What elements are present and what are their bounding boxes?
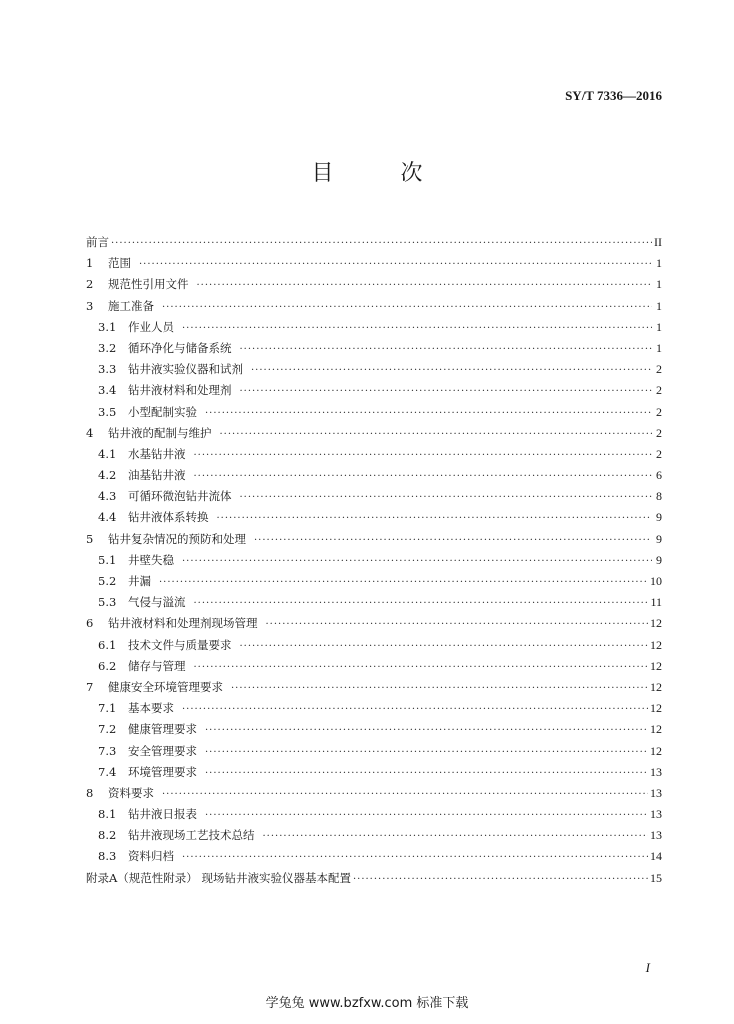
dot-leader [205,805,648,826]
toc-entry[interactable] [86,635,662,656]
toc-entry-label: 前言 [86,235,109,249]
dot-leader [182,551,652,572]
dot-leader [266,614,649,635]
toc-entry-label: 钻井液的配制与维护 [108,425,212,440]
toc-entry-label: 循环净化与储备系统 [128,340,232,355]
toc-entry[interactable] [86,486,662,507]
dot-leader [205,742,648,763]
toc-entry-page: 13 [650,807,662,822]
toc-entry-page: 9 [656,510,662,525]
toc-entry-page: 12 [650,722,662,737]
toc-entry[interactable] [86,592,662,613]
toc-entry-page: 1 [656,298,662,313]
dot-leader [220,424,653,445]
toc-entry-label: 资料归档 [128,849,174,864]
toc-entry-number: 1 [86,256,94,271]
toc-entry[interactable] [86,359,662,380]
toc-entry-label: 范围 [108,256,131,271]
toc-entry-number: 8.1 [98,807,117,822]
toc-entry-label: 安全管理要求 [128,743,197,758]
dot-leader [217,508,653,529]
toc-entry[interactable] [86,529,662,550]
dot-leader [182,847,648,868]
toc-entry-label: 钻井液材料和处理剂现场管理 [108,616,258,631]
toc-entry[interactable] [86,296,662,317]
toc-entry-label: 钻井液实验仪器和试剂 [128,362,243,377]
toc-entry-page: 13 [650,764,662,779]
toc-entry-page: 12 [650,743,662,758]
toc-entry-page: 1 [656,256,662,271]
toc-entry-number: 4.2 [98,468,117,483]
toc-entry[interactable] [86,656,662,677]
toc-entry-number: 7.1 [98,701,117,716]
toc-entry[interactable] [86,232,662,253]
toc-entry[interactable] [86,762,662,783]
toc-entry-number: 7.2 [98,722,117,737]
toc-entry-label: 钻井液现场工艺技术总结 [128,828,255,843]
toc-entry-page: 14 [650,849,662,864]
toc-entry-page: 15 [650,870,662,885]
toc-entry[interactable] [86,253,662,274]
toc-entry-page: 12 [650,701,662,716]
dot-leader [231,678,648,699]
toc-entry-label: 规范性引用文件 [108,277,189,292]
dot-leader [251,360,652,381]
toc-entry-label: 资料要求 [108,785,154,800]
footer-watermark: 学兔兔 www.bzfxw.com 标准下载 [265,996,469,1011]
dot-leader [240,339,653,360]
toc-entry[interactable] [86,677,662,698]
page-number: I [645,960,650,975]
dot-leader [194,657,649,678]
toc-entry-page: 9 [656,531,662,546]
toc-entry-page: 9 [656,552,662,567]
toc-entry[interactable] [86,613,662,634]
page-title: 目 次 [311,161,453,186]
toc-entry-label: 附录A（规范性附录） 现场钻井液实验仪器基本配置 [86,870,351,885]
dot-leader [263,826,649,847]
toc-entry-number: 6.1 [98,637,117,652]
toc-entry-label: 健康安全环境管理要求 [108,679,223,694]
dot-leader [182,699,648,720]
toc-entry[interactable] [86,825,662,846]
toc-entry-page: 12 [650,616,662,631]
toc-entry-number: 3.1 [98,319,117,334]
toc-entry-page: 12 [650,679,662,694]
toc-entry-number: 3.5 [98,404,117,419]
toc-entry-label: 技术文件与质量要求 [128,637,232,652]
toc-entry-label: 可循环微泡钻井流体 [128,489,232,504]
toc-entry-page: 2 [656,425,662,440]
toc-entry-page: 2 [656,446,662,461]
dot-leader [182,318,652,339]
dot-leader [111,233,652,254]
dot-leader [240,487,653,508]
toc-entry-page: 12 [650,637,662,652]
toc-entry[interactable] [86,274,662,295]
dot-leader [194,445,653,466]
toc-entry-page: 1 [656,340,662,355]
toc-entry[interactable] [86,507,662,528]
toc-entry-label: 基本要求 [128,701,174,716]
toc-entry-page: 1 [656,319,662,334]
toc-entry[interactable] [86,380,662,401]
toc-entry-page: 2 [656,404,662,419]
toc-entry-number: 5 [86,531,94,546]
toc-entry[interactable] [86,741,662,762]
toc-entry-label: 井壁失稳 [128,552,174,567]
toc-entry[interactable] [86,423,662,444]
toc-entry-label: 油基钻井液 [128,468,186,483]
toc-entry-number: 7 [86,679,94,694]
toc-entry-label: 健康管理要求 [128,722,197,737]
toc-entry-page: 10 [650,574,662,588]
toc-entry-label: 钻井液材料和处理剂 [128,383,232,398]
toc-entry-number: 8 [86,785,94,800]
toc-entry-number: 7.4 [98,764,117,779]
toc-entry-page: 11 [650,595,662,610]
toc-entry-label: 水基钻井液 [128,446,186,461]
toc-entry-number: 7.3 [98,743,117,758]
toc-entry-number: 3.3 [98,362,117,377]
toc-entry-label: 施工准备 [108,298,154,313]
standard-code: SY/T 7336—2016 [565,88,662,103]
dot-leader [159,572,648,593]
toc-entry-page: 8 [656,489,662,504]
toc-entry-number: 8.3 [98,849,117,864]
dot-leader [205,403,652,424]
dot-leader [194,466,653,487]
dot-leader [240,636,649,657]
toc-entry[interactable] [86,402,662,423]
toc-entry-page: 13 [650,785,662,800]
table-of-contents [86,232,662,889]
toc-entry-number: 6 [86,616,94,631]
toc-entry-label: 井漏 [128,574,151,588]
toc-entry-number: 2 [86,277,94,292]
toc-entry[interactable] [86,719,662,740]
dot-leader [254,530,652,551]
toc-entry-label: 作业人员 [128,319,174,334]
toc-entry[interactable] [86,465,662,486]
dot-leader [205,720,648,741]
toc-entry[interactable] [86,868,662,889]
toc-entry[interactable] [86,783,662,804]
toc-entry-page: 12 [650,658,662,673]
dot-leader [197,275,653,296]
toc-entry[interactable] [86,804,662,825]
dot-leader [194,593,649,614]
toc-entry-label: 钻井液体系转换 [128,510,209,525]
toc-entry-page: 6 [656,468,662,483]
dot-leader [162,297,652,318]
toc-entry-number: 8.2 [98,828,117,843]
toc-entry-page: 13 [650,828,662,843]
toc-entry-page: II [654,235,662,249]
toc-entry-number: 4.4 [98,510,117,525]
dot-leader [353,869,648,890]
toc-entry-number: 3 [86,298,94,313]
toc-entry-number: 4.3 [98,489,117,504]
toc-entry-label: 环境管理要求 [128,764,197,779]
toc-entry-number: 4 [86,425,94,440]
toc-entry[interactable] [86,571,662,592]
toc-entry[interactable] [86,317,662,338]
toc-entry-page: 1 [656,277,662,292]
toc-entry-label: 小型配制实验 [128,404,197,419]
toc-entry-number: 4.1 [98,446,117,461]
dot-leader [162,784,648,805]
toc-entry-label: 气侵与溢流 [128,595,186,610]
toc-entry-label: 储存与管理 [128,658,186,673]
toc-entry-number: 5.2 [98,574,117,588]
dot-leader [240,381,653,402]
toc-entry[interactable] [86,698,662,719]
dot-leader [205,763,648,784]
dot-leader [139,254,652,275]
toc-entry[interactable] [86,550,662,571]
toc-entry-page: 2 [656,383,662,398]
toc-entry-label: 钻井液日报表 [128,807,197,822]
toc-entry-number: 5.3 [98,595,117,610]
toc-entry[interactable] [86,338,662,359]
toc-entry-number: 3.4 [98,383,117,398]
toc-entry-number: 6.2 [98,658,117,673]
toc-entry-number: 3.2 [98,340,117,355]
toc-entry[interactable] [86,444,662,465]
toc-entry[interactable] [86,846,662,867]
toc-entry-number: 5.1 [98,552,117,567]
toc-entry-page: 2 [656,362,662,377]
toc-entry-label: 钻井复杂情况的预防和处理 [108,531,246,546]
